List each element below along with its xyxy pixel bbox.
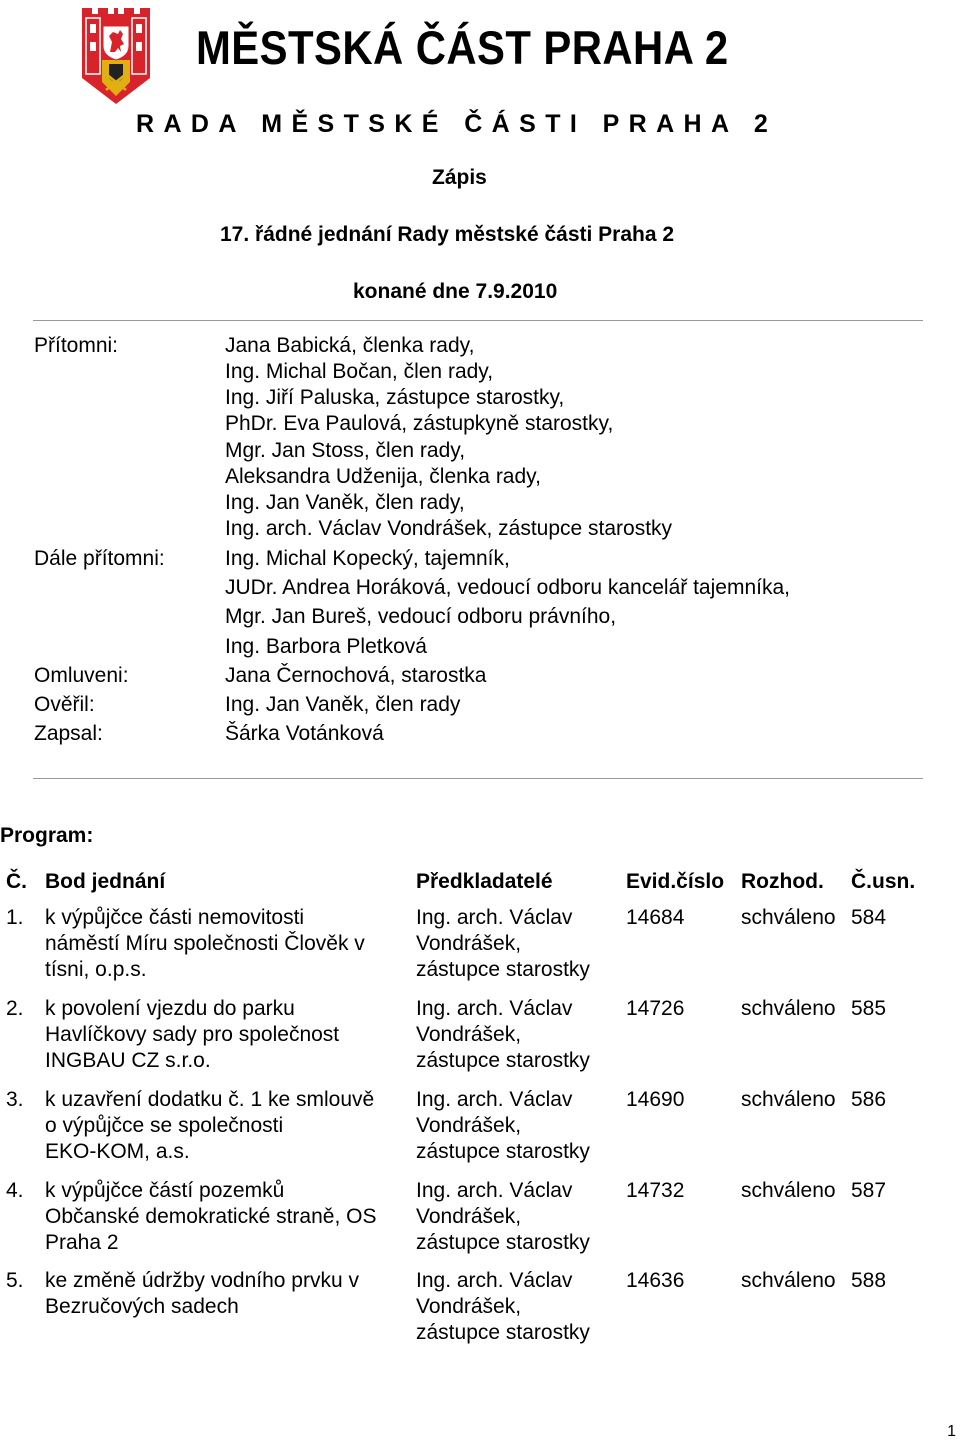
row-submitter-line: Ing. arch. Václav (416, 1269, 573, 1292)
district-title: MĚSTSKÁ ČÁST PRAHA 2 (196, 21, 729, 74)
recorded-label: Zapsal: (34, 722, 103, 745)
column-header-decision: Rozhod. (741, 870, 824, 893)
also-present-person: Ing. Barbora Pletková (225, 635, 427, 658)
row-submitter-line: zástupce starostky (416, 1321, 590, 1344)
document-heading: Zápis (432, 166, 487, 189)
present-member: Mgr. Jan Stoss, člen rady, (225, 439, 466, 462)
row-record-number: 14732 (626, 1179, 685, 1202)
column-header-item: Bod jednání (45, 870, 166, 893)
excused-person: Jana Černochová, starostka (225, 664, 487, 687)
row-submitter-line: Ing. arch. Václav (416, 1179, 573, 1202)
table-row (0, 1268, 960, 1356)
row-record-number: 14690 (626, 1088, 685, 1111)
verified-label: Ověřil: (34, 693, 95, 716)
row-item-line: Praha 2 (45, 1231, 119, 1254)
row-resolution-number: 588 (851, 1269, 887, 1292)
divider-top (33, 320, 923, 321)
row-item-line: Občanské demokratické straně, OS (45, 1205, 377, 1228)
present-member: PhDr. Eva Paulová, zástupkyně starostky, (225, 412, 614, 435)
row-number: 2. (6, 997, 24, 1020)
also-present-person: JUDr. Andrea Horáková, vedoucí odboru kancelář tajemníka, (225, 576, 790, 599)
row-submitter-line: Vondrášek, (416, 1114, 522, 1137)
table-row (0, 905, 960, 993)
present-member: Ing. arch. Václav Vondrášek, zástupce starostky (225, 517, 673, 540)
present-member: Ing. Jan Vaněk, člen rady, (225, 491, 465, 514)
row-decision: schváleno (741, 1269, 836, 1292)
row-number: 1. (6, 906, 24, 929)
row-record-number: 14684 (626, 906, 685, 929)
meeting-title: 17. řádné jednání Rady městské části Praha 2 (220, 223, 675, 246)
row-resolution-number: 586 (851, 1088, 887, 1111)
present-member: Ing. Michal Bočan, člen rady, (225, 360, 494, 383)
page-number: 1 (947, 1423, 956, 1440)
coat-of-arms-graphic (82, 8, 150, 104)
row-item-line: k výpůjčce části nemovitosti (45, 906, 305, 929)
meeting-date: konané dne 7.9.2010 (353, 280, 558, 303)
verified-person: Ing. Jan Vaněk, člen rady (225, 693, 461, 716)
row-decision: schváleno (741, 1088, 836, 1111)
row-resolution-number: 584 (851, 906, 887, 929)
row-submitter-line: zástupce starostky (416, 1140, 590, 1163)
row-resolution-number: 587 (851, 1179, 887, 1202)
column-header-submitter: Předkladatelé (416, 870, 553, 893)
row-record-number: 14636 (626, 1269, 685, 1292)
row-decision: schváleno (741, 997, 836, 1020)
row-item-line: Havlíčkovy sady pro společnost (45, 1023, 340, 1046)
row-submitter-line: Ing. arch. Václav (416, 997, 573, 1020)
present-member: Jana Babická, členka rady, (225, 334, 475, 357)
row-number: 5. (6, 1269, 24, 1292)
council-subtitle: RADA MĚSTSKÉ ČÁSTI PRAHA 2 (136, 110, 778, 138)
row-item-line: k uzavření dodatku č. 1 ke smlouvě (45, 1088, 375, 1111)
column-header-resolution-number: Č.usn. (851, 870, 916, 893)
row-submitter-line: zástupce starostky (416, 1231, 590, 1254)
row-submitter-line: Vondrášek, (416, 932, 522, 955)
table-row (0, 1087, 960, 1175)
row-submitter-line: Ing. arch. Václav (416, 1088, 573, 1111)
row-submitter-line: Ing. arch. Václav (416, 906, 573, 929)
row-submitter-line: zástupce starostky (416, 1049, 590, 1072)
also-present-person: Mgr. Jan Bureš, vedoucí odboru právního, (225, 605, 617, 628)
row-item-line: tísni, o.p.s. (45, 958, 147, 981)
row-item-line: Bezručových sadech (45, 1295, 239, 1318)
present-member: Aleksandra Udženija, členka rady, (225, 465, 541, 488)
present-label: Přítomni: (34, 334, 119, 357)
row-number: 4. (6, 1179, 24, 1202)
row-number: 3. (6, 1088, 24, 1111)
row-item-line: ke změně údržby vodního prvku v (45, 1269, 359, 1292)
row-item-line: o výpůjčce se společnosti (45, 1114, 284, 1137)
program-heading: Program: (0, 824, 94, 847)
also-present-label: Dále přítomni: (34, 547, 165, 570)
row-item-line: k výpůjčce částí pozemků (45, 1179, 285, 1202)
row-resolution-number: 585 (851, 997, 887, 1020)
row-submitter-line: Vondrášek, (416, 1205, 522, 1228)
row-decision: schváleno (741, 1179, 836, 1202)
column-header-record-number: Evid.číslo (626, 870, 725, 893)
row-item-line: k povolení vjezdu do parku (45, 997, 295, 1020)
row-submitter-line: zástupce starostky (416, 958, 590, 981)
column-header-number: Č. (6, 870, 27, 893)
recorded-person: Šárka Votánková (225, 722, 384, 745)
table-row (0, 996, 960, 1084)
also-present-person: Ing. Michal Kopecký, tajemník, (225, 547, 510, 570)
row-decision: schváleno (741, 906, 836, 929)
excused-label: Omluveni: (34, 664, 129, 687)
row-item-line: náměstí Míru společnosti Člověk v (45, 932, 365, 955)
row-submitter-line: Vondrášek, (416, 1295, 522, 1318)
coat-of-arms-icon (82, 8, 150, 104)
row-submitter-line: Vondrášek, (416, 1023, 522, 1046)
row-item-line: EKO-KOM, a.s. (45, 1140, 190, 1163)
table-row (0, 1178, 960, 1266)
divider-bottom (33, 778, 923, 779)
row-item-line: INGBAU CZ s.r.o. (45, 1049, 211, 1072)
row-record-number: 14726 (626, 997, 685, 1020)
present-member: Ing. Jiří Paluska, zástupce starostky, (225, 386, 565, 409)
